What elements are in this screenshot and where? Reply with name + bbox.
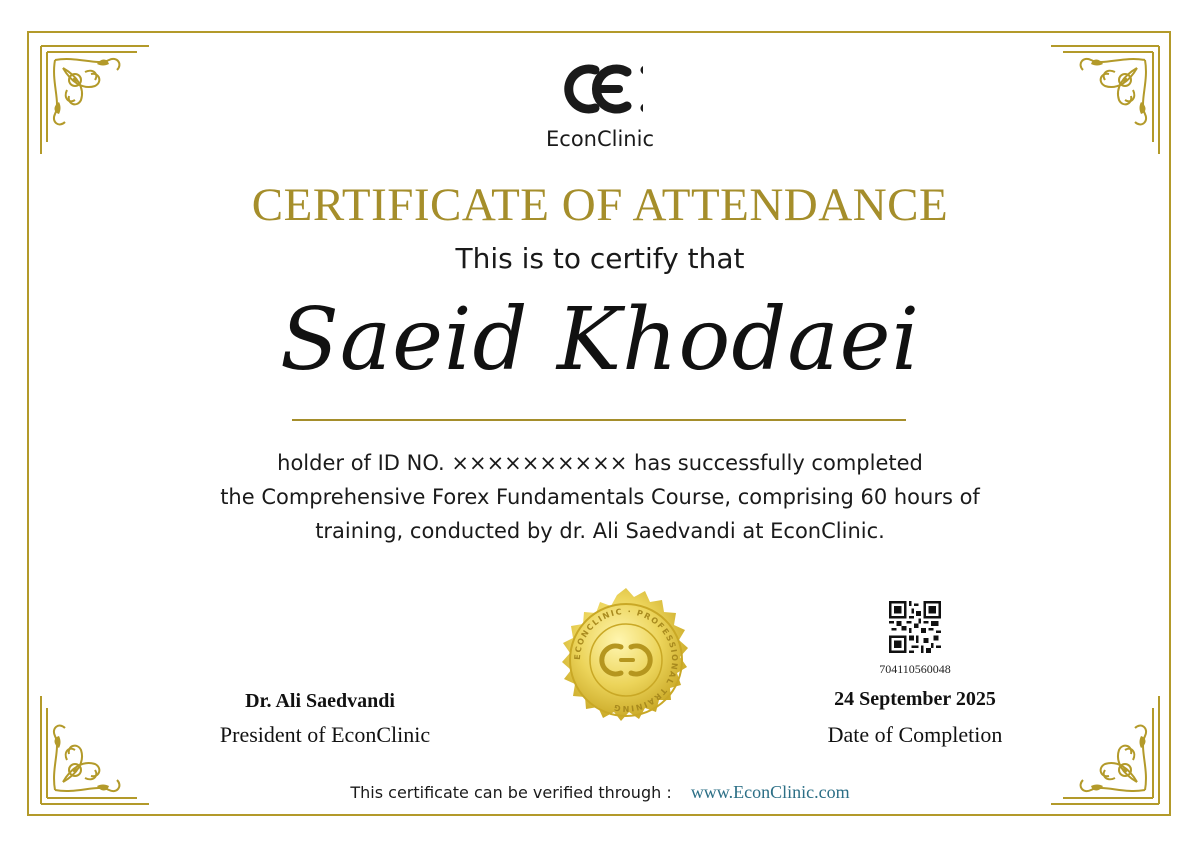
qr-code-icon: [889, 601, 941, 653]
recipient-name: Saeid Khodaei: [279, 290, 921, 390]
completion-date-label: Date of Completion: [827, 722, 1003, 747]
body-line: training, conducted by dr. Ali Saedvandi at EconClinic.: [315, 519, 885, 543]
econclinic-logo-icon: [557, 58, 643, 120]
body-line: holder of ID NO. ×××××××××× has successfully completed: [277, 451, 923, 475]
corner-ornament-top-left-icon: [37, 42, 167, 172]
completion-date: 24 September 2025: [834, 688, 996, 710]
signatory-name: Dr. Ali Saedvandi: [245, 690, 395, 712]
signatory-role: President of EconClinic: [219, 722, 431, 747]
body-line: the Comprehensive Forex Fundamentals Course, comprising 60 hours of: [220, 485, 980, 509]
verification-text: This certificate can be verified through :: [350, 783, 672, 802]
certificate-subtitle: This is to certify that: [455, 242, 745, 275]
certificate-body: [150, 446, 1050, 548]
verification-line: [0, 782, 1200, 803]
gold-seal-icon: [551, 585, 701, 735]
certificate-title: CERTIFICATE OF ATTENDANCE: [251, 179, 949, 231]
name-underline: [292, 419, 906, 421]
corner-ornament-top-right-icon: [1033, 42, 1163, 172]
seal-text: ECONCLINIC · PROFESSIONAL TRAINING: [572, 606, 680, 714]
brand-name: EconClinic: [546, 127, 654, 151]
verification-link[interactable]: www.EconClinic.com: [690, 782, 850, 802]
qr-code-number: 704110560048: [879, 662, 951, 676]
